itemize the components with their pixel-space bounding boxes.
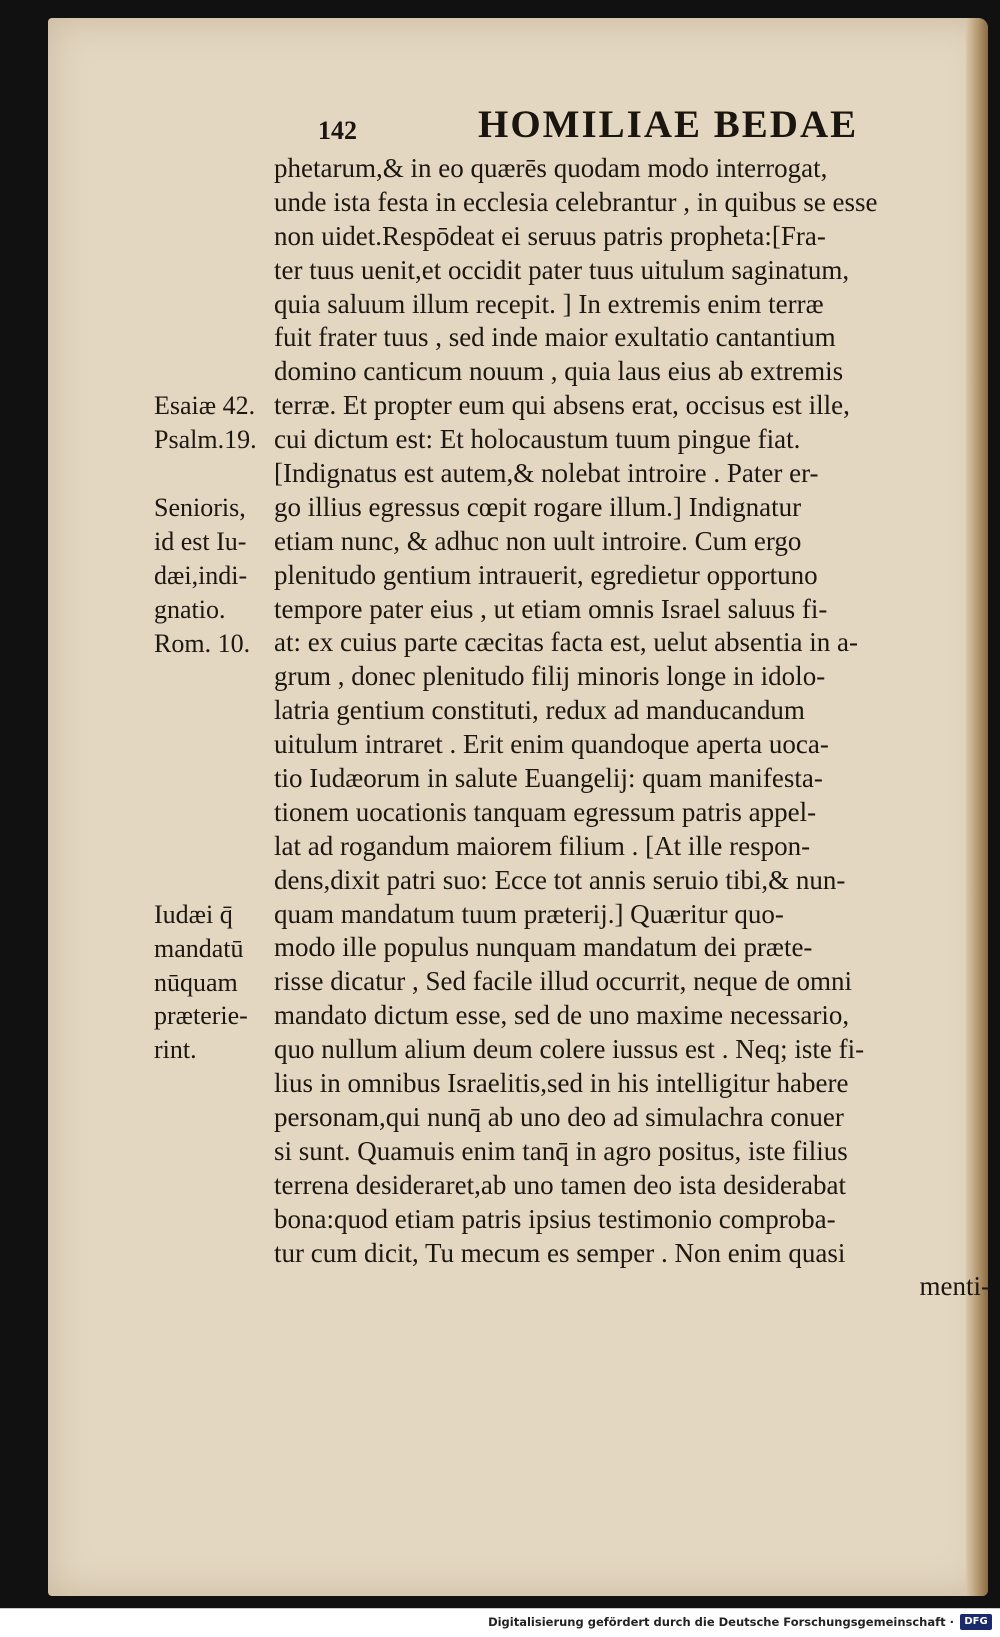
- text-line: unde ista festa in ecclesia celebrantur , in quibus se esse: [274, 186, 878, 217]
- marginal-note-line: præterie-: [154, 1001, 248, 1031]
- text-line: quam mandatum tuum præterij.] Quæritur quo-: [274, 898, 784, 929]
- text-line: uitulum intraret . Erit enim quandoque aperta uoca-: [274, 729, 829, 760]
- text-line: [Indignatus est autem,& nolebat introire . Pater er-: [274, 458, 819, 489]
- text-line: mandato dictum esse, sed de uno maxime necessario,: [274, 1000, 850, 1031]
- text-line: go illius egressus cœpit rogare illum.] Indignatur: [274, 491, 802, 522]
- text-line: plenitudo gentium intrauerit, egredietur opportuno: [274, 559, 818, 590]
- marginal-note-line: Iudæi q̄: [154, 899, 233, 929]
- marginal-note-line: rint.: [154, 1035, 197, 1065]
- text-line: fuit frater tuus , sed inde maior exultatio cantantium: [274, 322, 836, 353]
- text-line: phetarum,& in eo quærēs quodam modo interrogat,: [274, 153, 828, 183]
- footer-bar: [0, 1608, 1000, 1637]
- digitization-credit: Digitalisierung gefördert durch die Deutsche Forschungsgemeinschaft ·: [488, 1615, 954, 1629]
- marginal-note-line: Senioris,: [154, 493, 246, 522]
- text-line: domino canticum nouum , quia laus eius ab extremis: [274, 356, 844, 387]
- page-number: 142: [318, 116, 357, 145]
- page-header: [48, 102, 988, 152]
- text-line: personam,qui nunq̄ ab uno deo ad simulachra conuer: [274, 1101, 844, 1132]
- marginal-note-line: Esaiæ 42.: [154, 391, 256, 421]
- body-text: [274, 152, 990, 1304]
- marginal-note-line: dæi,indi-: [154, 560, 248, 590]
- dfg-logo-icon: DFG: [960, 1614, 992, 1630]
- text-line: lat ad rogandum maiorem filium . [At ille respon-: [274, 830, 811, 861]
- catchword: menti-: [919, 1271, 990, 1302]
- text-line: cui dictum est: Et holocaustum tuum pingue fiat.: [274, 424, 801, 455]
- text-line: terræ. Et propter eum qui absens erat, occisus est ille,: [274, 390, 850, 421]
- text-line: modo ille populus nunquam mandatum dei præte-: [274, 932, 813, 963]
- marginal-note: [154, 491, 247, 627]
- text-line: bona:quod etiam patris ipsius testimonio comproba-: [274, 1203, 836, 1234]
- text-line: etiam nunc, & adhuc non uult introire. Cum ergo: [274, 525, 802, 556]
- marginal-note: [154, 423, 257, 457]
- text-line: si sunt. Quamuis enim tanq̄ in agro positus, iste filius: [274, 1135, 848, 1166]
- text-line: lius in omnibus Israelitis,sed in his intelligitur habere: [274, 1068, 849, 1099]
- marginal-note-line: Rom. 10.: [154, 628, 251, 658]
- running-head: HOMILIAE BEDAE: [478, 103, 859, 146]
- marginal-note-line: Psalm.19.: [154, 425, 257, 455]
- text-line: tio Iudæorum in salute Euangelij: quam manifesta-: [274, 763, 823, 794]
- text-line: tempore pater eius , ut etiam omnis Israel saluus fi-: [274, 593, 828, 624]
- marginal-note-line: gnatio.: [154, 594, 226, 624]
- text-line: latria gentium constituti, redux ad manducandum: [274, 695, 805, 726]
- text-line: quo nullum alium deum colere iussus est . Neq; iste fi-: [274, 1034, 865, 1065]
- marginal-note-line: nūquam: [154, 967, 238, 997]
- text-line: ter tuus uenit,et occidit pater tuus uitulum saginatum,: [274, 254, 850, 285]
- text-line: dens,dixit patri suo: Ecce tot annis seruio tibi,& nun-: [274, 864, 846, 895]
- marginal-note: [154, 898, 248, 1067]
- text-line: tur cum dicit, Tu mecum es semper . Non enim quasi: [274, 1237, 846, 1268]
- marginal-note: [154, 389, 255, 423]
- text-line: tionem uocationis tanquam egressum patris appel-: [274, 796, 817, 827]
- marginal-note-line: id est Iu-: [154, 526, 247, 556]
- text-line: risse dicatur , Sed facile illud occurrit, neque de omni: [274, 966, 853, 997]
- text-line: terrena desideraret,ab uno tamen deo ista desiderabat: [274, 1169, 846, 1200]
- marginal-note: [154, 627, 250, 661]
- book-page: [48, 18, 988, 1596]
- text-line: grum , donec plenitudo filij minoris longe in idolo-: [274, 661, 826, 692]
- text-line: non uidet.Respōdeat ei seruus patris propheta:[Fra-: [274, 220, 826, 251]
- marginal-note-line: mandatū: [154, 933, 244, 963]
- text-line: at: ex cuius parte cæcitas facta est, uelut absentia in a-: [274, 627, 859, 658]
- text-line: quia saluum illum recepit. ] In extremis enim terræ: [274, 288, 824, 319]
